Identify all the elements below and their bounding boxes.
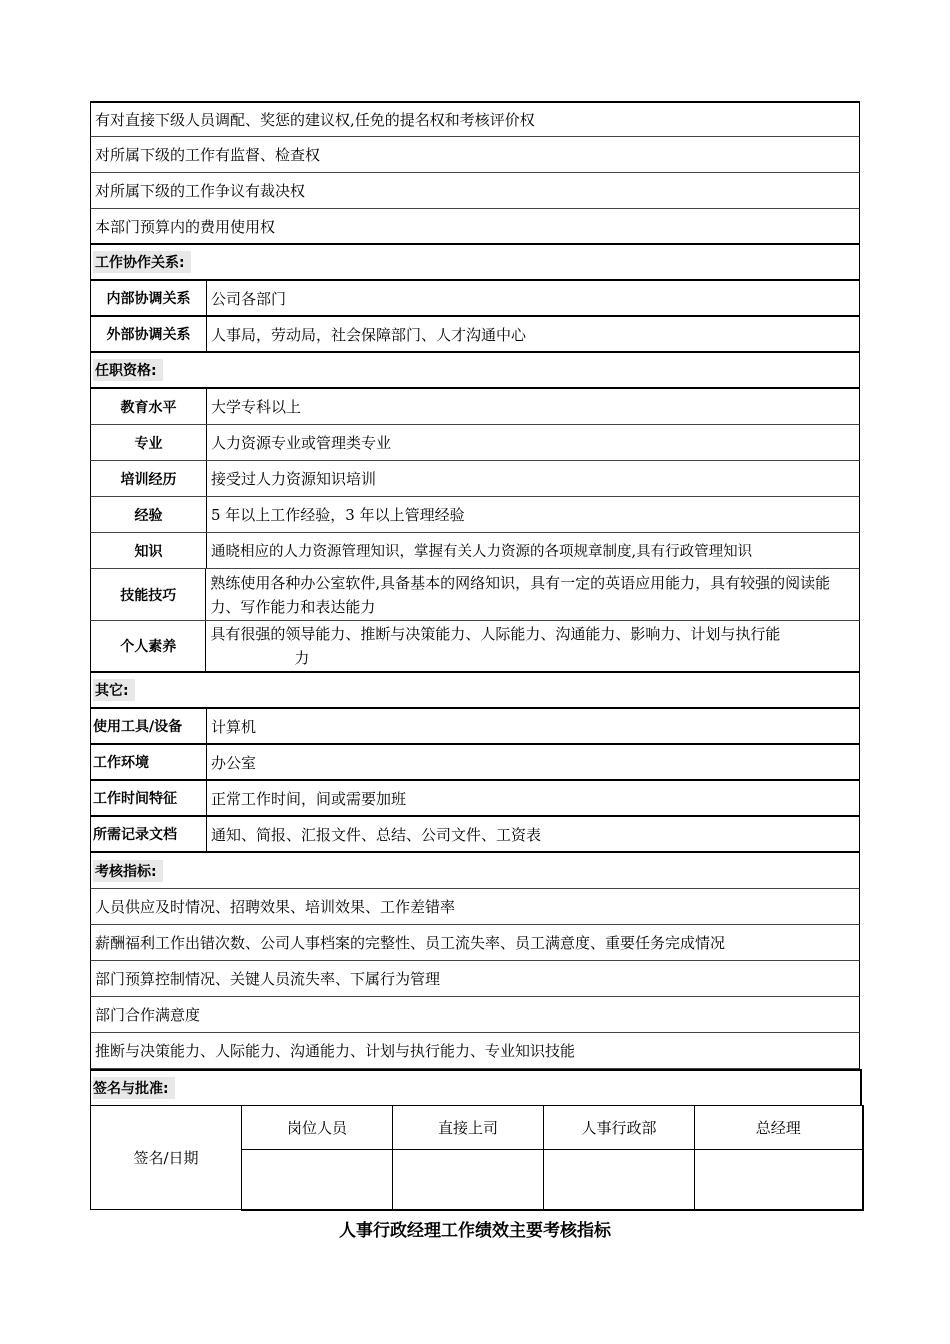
assessment-text: 部门预算控制情况、关键人员流失率、下属行为管理 <box>95 970 441 988</box>
assessment-row <box>90 1033 860 1069</box>
collab-internal-row <box>90 281 860 317</box>
section-other-header <box>90 673 860 709</box>
signature-table <box>90 1105 864 1211</box>
field-value: 通知、简报、汇报文件、总结、公司文件、工资表 <box>211 825 542 844</box>
signature-row-label: 签名/日期 <box>91 1106 242 1210</box>
assessment-text: 薪酬福利工作出错次数、公司人事档案的完整性、员工流失率、员工满意度、重要任务完成情况 <box>95 934 726 952</box>
section-title: 考核指标: <box>93 860 163 882</box>
signature-field[interactable] <box>695 1150 863 1210</box>
field-label: 经验 <box>91 497 207 532</box>
field-label: 专业 <box>91 425 207 460</box>
field-label: 工作时间特征 <box>91 781 207 815</box>
field-value-line: 力 <box>294 649 310 667</box>
signature-field[interactable] <box>544 1150 695 1210</box>
field-value-line: 具有很强的领导能力、推断与决策能力、人际能力、沟通能力、影响力、计划与执行能 <box>210 625 781 643</box>
other-row <box>90 745 860 781</box>
field-label: 内部协调关系 <box>91 281 207 315</box>
job-description-form <box>90 101 860 1211</box>
assessment-row <box>90 925 860 961</box>
document-title: 人事行政经理工作绩效主要考核指标 <box>339 1221 611 1241</box>
field-value: 办公室 <box>211 753 257 772</box>
field-value: 接受过人力资源知识培训 <box>211 470 377 488</box>
section-title: 签名与批准: <box>93 1077 175 1099</box>
authority-row <box>90 101 860 137</box>
field-value: 5 年以上工作经验，3 年以上管理经验 <box>211 506 465 524</box>
field-value: 人事局，劳动局，社会保障部门、人才沟通中心 <box>211 325 527 344</box>
field-value: 通晓相应的人力资源管理知识，掌握有关人力资源的各项规章制度,具有行政管理知识 <box>211 544 753 560</box>
field-value-multiline <box>206 621 859 671</box>
field-value: 人力资源专业或管理类专业 <box>211 434 392 452</box>
field-label: 所需记录文档 <box>91 817 207 851</box>
qualification-row <box>90 461 860 497</box>
field-label: 工作环境 <box>91 745 207 779</box>
authority-row <box>90 209 860 245</box>
assessment-text: 部门合作满意度 <box>95 1006 201 1024</box>
signature-field[interactable] <box>242 1150 393 1210</box>
assessment-row <box>90 889 860 925</box>
signature-column-header: 人事行政部 <box>544 1106 695 1150</box>
section-title: 任职资格: <box>93 359 163 381</box>
qualification-row <box>90 497 860 533</box>
signature-column-header: 直接上司 <box>393 1106 544 1150</box>
other-row <box>90 709 860 745</box>
section-collaboration-header <box>90 245 860 281</box>
other-row <box>90 817 860 853</box>
field-label: 培训经历 <box>91 461 207 496</box>
field-label: 使用工具/设备 <box>91 709 207 743</box>
other-row <box>90 781 860 817</box>
assessment-row <box>90 997 860 1033</box>
qualification-row <box>90 389 860 425</box>
authority-text: 对所属下级的工作争议有裁决权 <box>95 182 306 200</box>
collab-external-row <box>90 317 860 353</box>
section-qualifications-header <box>90 353 860 389</box>
qualification-row <box>90 621 860 673</box>
authority-text: 本部门预算内的费用使用权 <box>95 217 276 236</box>
section-signature-header <box>90 1069 862 1105</box>
qualification-row <box>90 569 860 621</box>
authority-row <box>90 173 860 209</box>
assessment-text: 人员供应及时情况、招聘效果、培训效果、工作差错率 <box>95 898 456 916</box>
section-title: 其它: <box>93 679 135 701</box>
field-label: 个人素养 <box>91 621 206 671</box>
field-value: 计算机 <box>211 717 257 736</box>
authority-row <box>90 137 860 173</box>
field-value: 熟练使用各种办公室软件,具备基本的网络知识，具有一定的英语应用能力，具有较强的阅读能力、写作能力和表达能力 <box>210 573 831 616</box>
assessment-row <box>90 961 860 997</box>
field-value: 大学专科以上 <box>211 398 302 416</box>
authority-text: 对所属下级的工作有监督、检查权 <box>95 146 321 164</box>
field-value: 公司各部门 <box>211 289 287 308</box>
field-value: 正常工作时间，间或需要加班 <box>211 789 407 808</box>
field-label: 知识 <box>91 533 207 568</box>
signature-column-header: 总经理 <box>695 1106 863 1150</box>
section-assessment-header <box>90 853 860 889</box>
signature-column-header: 岗位人员 <box>242 1106 393 1150</box>
field-label: 技能技巧 <box>91 569 206 620</box>
section-title: 工作协作关系: <box>93 251 191 273</box>
field-label: 教育水平 <box>91 389 207 424</box>
qualification-row <box>90 533 860 569</box>
authority-text: 有对直接下级人员调配、奖惩的建议权,任免的提名权和考核评价权 <box>95 111 535 129</box>
field-label: 外部协调关系 <box>91 317 207 351</box>
signature-field[interactable] <box>393 1150 544 1210</box>
qualification-row <box>90 425 860 461</box>
assessment-text: 推断与决策能力、人际能力、沟通能力、计划与执行能力、专业知识技能 <box>95 1042 576 1060</box>
